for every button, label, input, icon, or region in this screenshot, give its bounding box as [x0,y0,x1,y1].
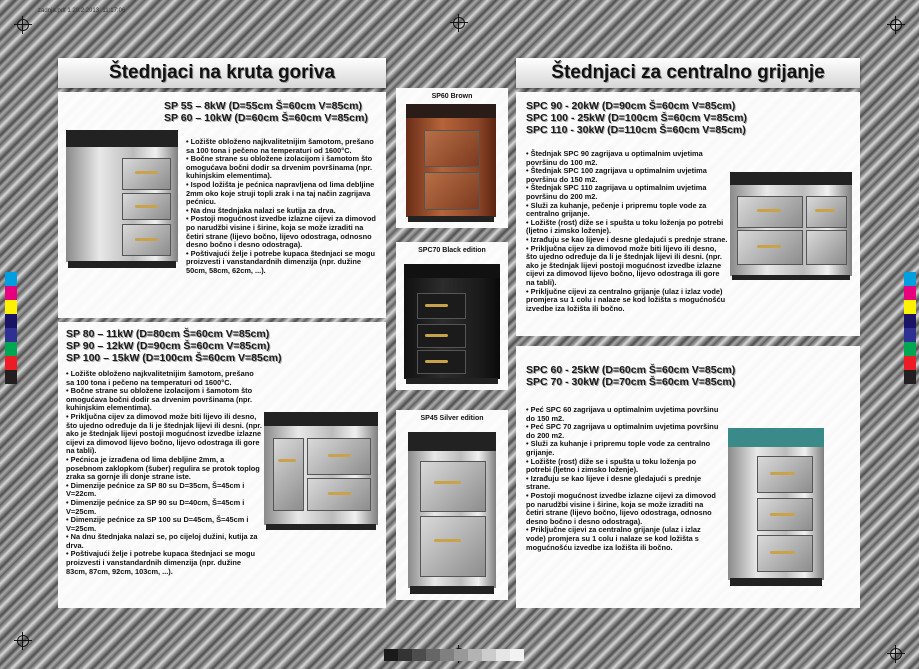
description-bullet: • Ispod ložišta je pećnica napravljena od lima debljine 2mm oko koje struji topli zrak i na taj način zagrijava pećnicu. [186,179,375,207]
registration-mark-icon [887,645,905,663]
description-bullet: • Priključne cijevi za centralno grijanje (ulaz i izlaz vode) promjera su 1 colu i nalaze se kod ložišta s mogućnošću izvedbe iza ložišta ili bočno. [526,525,701,552]
product-description [66,370,262,576]
right-product-panel-1 [516,92,860,336]
left-section-title: Štednjaci na kruta goriva [109,62,335,83]
caption-sp60-brown: SP60 Brown [431,93,473,100]
color-calibration-bar-right [904,272,916,384]
left-section-title-bar [58,58,386,88]
description-bullet: • Postoji mogućnost izvedbe izlazne cijevi za dimovod po narudžbi visine i širine, koja se može izraditi na četiri strane (lijevo bočno, lijevo odostraga, odnosno desno bočno i desno odostraga). [186,214,376,250]
description-bullet: • Postoji mogućnost izvedbe izlazne cijevi za dimovod po narudžbi visine i širine, koja se može izraditi na četiri strane (lijevo bočno, lijevo odostraga, odnosno desno bočno i desno odostraga). [526,490,716,526]
description-bullet: • Služi za kuhanje, pečenje i pripremu tople vode za centralno grijanje. [526,200,707,219]
stove-sp60-brown-image [406,104,496,222]
description-bullet: • Ložište (rost) diže se i spušta u toku loženja po potrebi (ljetno i zimsko loženje). [526,456,697,475]
product-description [526,150,728,313]
right-section-title-bar [516,58,860,88]
stove-sp55-image [66,130,178,268]
description-bullet: • Dimenzije pećnice za SP 90 su D=40cm, Š=45cm i V=25cm. [66,497,245,516]
registration-mark-icon [887,16,905,34]
description-bullet: • Priključna cijev za dimovod može biti lijevo ili desno, što ujedno određuje da li je štednjak lijevi ili desni. (npr. ako je štednjak lijevi postoji mogućnost izvedbe izlazne cijevi za dimovod lijevo bočno, lijevo odostraga ili gore na tabli). [66,411,262,456]
description-bullet: • Služi za kuhanje i pripremu tople vode za centralno grijanje. [526,439,711,457]
description-bullet: • Bočne strane su obložene izolacijom i šamotom što omogućava bočni dodir sa drvenim površinama (npr. kuhinjskim elementima). [186,154,373,181]
color-calibration-bar-left [5,272,17,384]
description-bullet: • Poštivajući želje i potrebe kupaca štednjaci se mogu proizvesti i vanstandardnih dimenzija (npr. dužine 50cm, 58cm, 62cm, ...). [186,248,376,275]
description-bullet: • Na dnu štednjaka nalazi se, po cijeloj dužini, kutija za drva. [66,532,258,550]
caption-sp45-silver: SP45 Silver edition [420,415,484,422]
registration-mark-icon [14,16,32,34]
description-bullet: • Poštivajući želje i potrebe kupaca štednjaci se mogu proizvesti i vanstandardnih dimenzija (npr. dužine 83cm, 87cm, 92cm, 103cm, ...). [66,549,256,576]
description-bullet: • Dimenzije pećnice za SP 100 su D=45cm, Š=45cm i V=25cm. [66,515,249,533]
print-header: zadnja.pdf 1 20.2.2013. 11:17:06 [38,8,126,14]
sp45-silver-box [396,410,508,600]
description-bullet: • Bočne strane su obložene izolacijom i šamotom što omogućava bočni dodir sa drvenim površinama (npr. kuhinjskim elementima). [66,386,253,413]
description-bullet: • Ložište obloženo najkvalitetnijim šamotom, prešano sa 100 tona i pečeno na temperaturi od 1600°C. [186,137,374,155]
spc70-black-box [396,242,508,390]
description-bullet: • Ložište obloženo najkvalitetnijim šamotom, prešano sa 100 tona i pečeno na temperaturi od 1600°C. [66,369,254,387]
sp60-brown-box [396,88,508,228]
description-bullet: • Štednjak SPC 100 zagrijava u optimalnim uvjetima površinu do 150 m2. [526,166,707,184]
left-product-panel-2 [58,322,386,608]
registration-mark-icon [14,632,32,650]
model-heading: SPC 90 - 20kW (D=90cm Š=60cm V=85cm) SPC 100 - 25kW (D=100cm Š=60cm V=85cm) SPC 110 - 30kW (D=110cm Š=60cm V=85cm) [526,100,747,136]
model-heading: SP 55 – 8kW (D=55cm Š=60cm V=85cm) SP 60 – 10kW (D=60cm Š=60cm V=85cm) [164,100,368,124]
description-bullet: • Ložište (rost) diže se i spušta u toku loženja po potrebi (ljetno i zimsko loženje). [526,217,724,236]
product-description [186,138,378,276]
description-bullet: • Izrađuju se kao lijeve i desne gledajući s prednje strane. [526,473,702,492]
stove-spc90-image [730,172,852,280]
description-bullet: • Peć SPC 60 zagrijava u optimalnim uvjetima površinu do 150 m2. [526,405,719,423]
description-bullet: • Dimenzije pećnice za SP 80 su D=35cm, Š=45cm i V=22cm. [66,480,245,499]
registration-mark-icon [450,14,468,32]
description-bullet: • Pećnica je izrađena od lima debljine 2mm, a posebnom zaklopkom (šuber) regulira se protok toplog zraka sa gornje ili donje strane iste. [66,454,260,482]
description-bullet: • Peć SPC 70 zagrijava u optimalnim uvjetima površinu do 200 m2. [526,422,719,440]
product-description [526,406,722,552]
stove-spc60-image [728,428,824,586]
description-bullet: • Priključna cijev za dimovod može biti lijevo ili desno, što ujedno određuje da li je štednjak lijevi ili desni. (npr. ako je štednjak lijevi postoji mogućnost izvedbe izlazne cijevi za dimovod lijevo bočno, lijevo odostraga ili gore na tabli). [526,243,722,287]
gray-calibration-bar [384,649,524,661]
description-bullet: • Izrađuju se kao lijeve i desne gledajući s prednje strane. [526,234,728,244]
right-product-panel-2 [516,346,860,608]
description-bullet: • Na dnu štednjaka nalazi se kutija za drva. [186,205,336,215]
description-bullet: • Štednjak SPC 110 zagrijava u optimalnim uvjetima površinu do 200 m2. [526,183,707,201]
caption-spc70-black: SPC70 Black edition [418,247,486,254]
right-section-title: Štednjaci za centralno grijanje [551,62,825,83]
model-heading: SPC 60 - 25kW (D=60cm Š=60cm V=85cm) SPC 70 - 30kW (D=70cm Š=60cm V=85cm) [526,364,736,388]
model-heading: SP 80 – 11kW (D=80cm Š=60cm V=85cm) SP 90 – 12kW (D=90cm Š=60cm V=85cm) SP 100 – 15kW (D=100cm Š=60cm V=85cm) [66,328,282,364]
left-product-panel-1 [58,92,386,318]
stove-spc70-black-image [404,264,500,384]
description-bullet: • Priključne cijevi za centralno grijanje (ulaz i izlaz vode) promjera su 1 colu i nalaze se kod ložišta s mogućnošću izvedbe iza ložišta ili bočno. [526,286,726,313]
stove-sp45-silver-image [408,432,496,594]
description-bullet: • Štednjak SPC 90 zagrijava u optimalnim uvjetima površinu do 100 m2. [526,149,703,167]
stove-sp80-image [264,412,378,530]
